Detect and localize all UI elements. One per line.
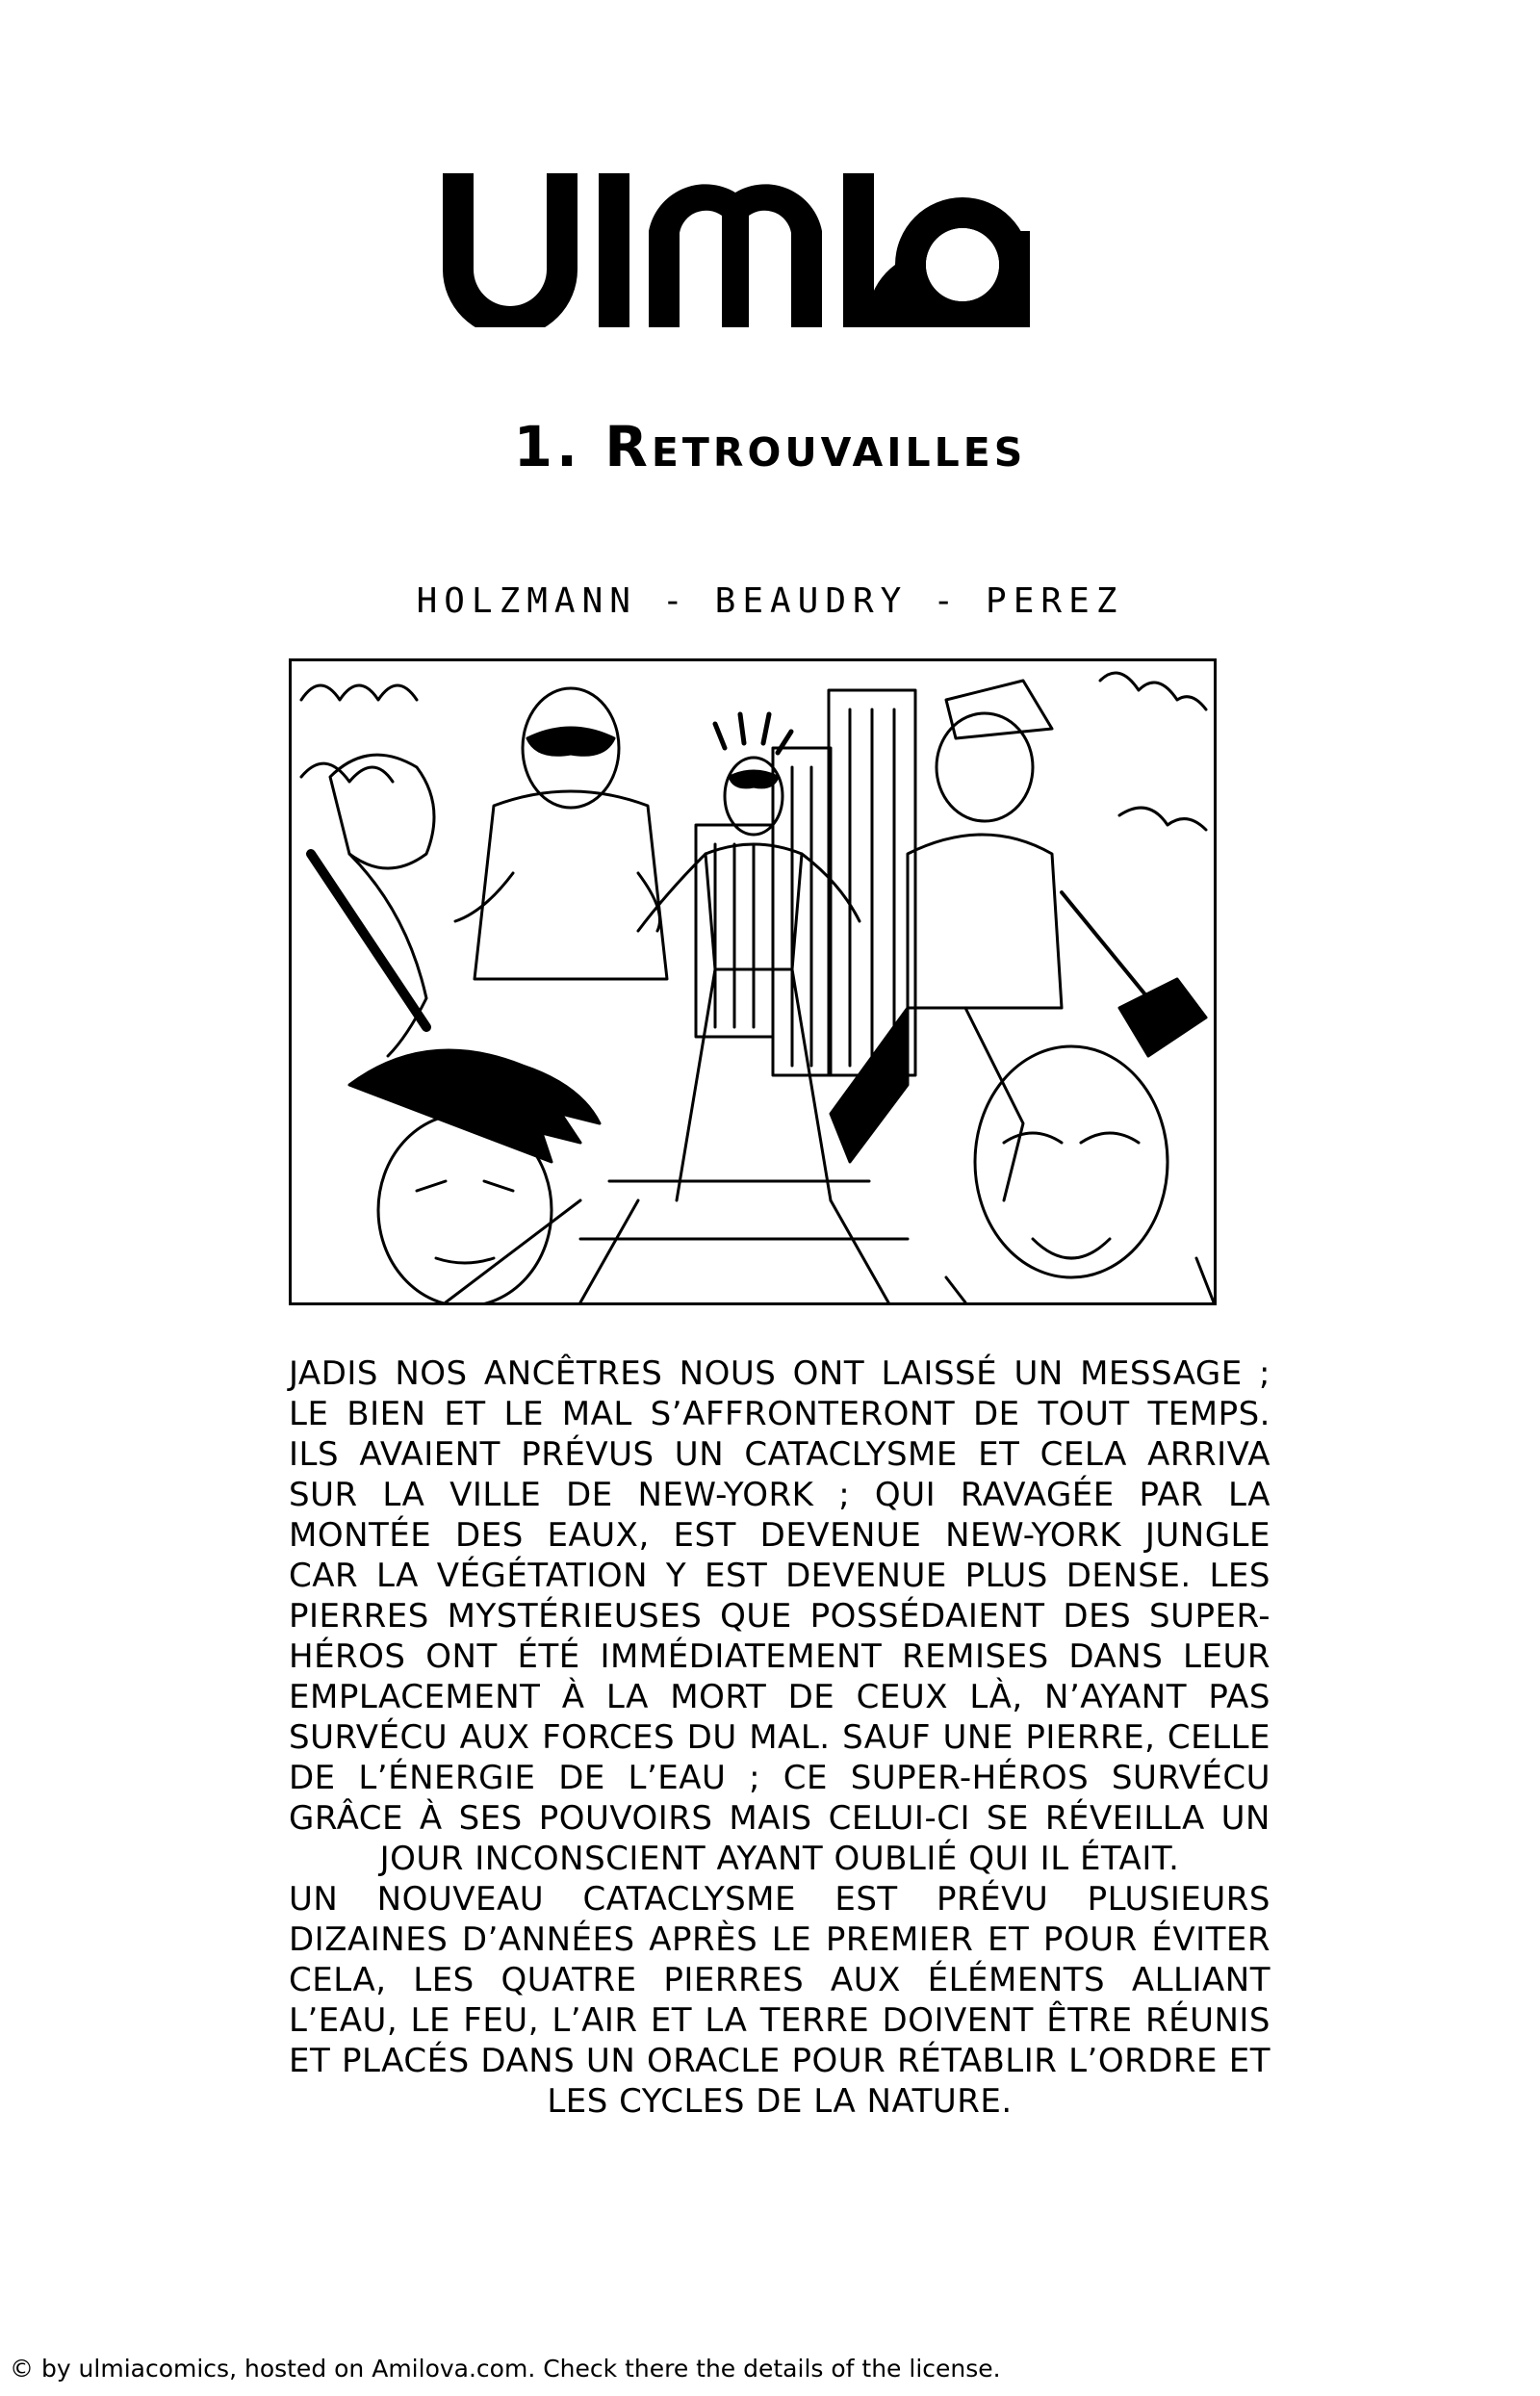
synopsis-line: HÉROS ONT ÉTÉ IMMÉDIATEMENT REMISES DANS LEUR — [289, 1637, 1270, 1676]
ulmia-logo-icon — [443, 173, 1097, 327]
comic-heroes-illustration-icon — [292, 661, 1214, 1302]
synopsis-line: SUR LA VILLE DE NEW-YORK ; QUI RAVAGÉE PAR LA — [289, 1476, 1270, 1514]
synopsis-line: MONTÉE DES EAUX, EST DEVENUE NEW-YORK JUNGLE — [289, 1516, 1270, 1555]
synopsis-line: SURVÉCU AUX FORCES DU MAL. SAUF UNE PIERRE, CELLE — [289, 1718, 1270, 1757]
synopsis-line: EMPLACEMENT À LA MORT DE CEUX LÀ, N’AYANT PAS — [289, 1678, 1270, 1716]
synopsis-line: CELA, LES QUATRE PIERRES AUX ÉLÉMENTS ALLIANT — [289, 1961, 1270, 1999]
synopsis-line: DIZAINES D’ANNÉES APRÈS LE PREMIER ET POUR ÉVITER — [289, 1920, 1270, 1959]
synopsis-line: PIERRES MYSTÉRIEUSES QUE POSSÉDAIENT DES SUPER- — [289, 1597, 1270, 1636]
synopsis-line: CAR LA VÉGÉTATION Y EST DEVENUE PLUS DENSE. LES — [289, 1557, 1270, 1595]
author-name: PEREZ — [986, 581, 1124, 621]
synopsis-line: ET PLACÉS DANS UN ORACLE POUR RÉTABLIR L’ORDRE ET — [289, 2042, 1270, 2080]
synopsis-line: UN NOUVEAU CATACLYSME EST PRÉVU PLUSIEURS — [289, 1880, 1270, 1919]
author-name: HOLZMANN — [416, 581, 637, 621]
license-footer: © by ulmiacomics, hosted on Amilova.com. Check there the details of the license. — [10, 2355, 1001, 2383]
author-credits — [0, 581, 1540, 621]
synopsis-line: L’EAU, LE FEU, L’AIR ET LA TERRE DOIVENT ÊTRE RÉUNIS — [289, 2001, 1270, 2040]
ulmia-logo — [443, 173, 1097, 327]
synopsis-line: JOUR INCONSCIENT AYANT OUBLIÉ QUI IL ÉTAIT. — [379, 1840, 1180, 1878]
cover-illustration — [289, 658, 1217, 1305]
author-separator: - — [933, 581, 962, 621]
synopsis-line: ILS AVAIENT PRÉVUS UN CATACLYSME ET CELA ARRIVA — [289, 1435, 1270, 1474]
author-separator: - — [661, 581, 690, 621]
chapter-title: 1. Retrouvailles — [513, 414, 1027, 479]
synopsis-line: DE L’ÉNERGIE DE L’EAU ; CE SUPER-HÉROS SURVÉCU — [289, 1759, 1270, 1797]
synopsis-line: GRÂCE À SES POUVOIRS MAIS CELUI-CI SE RÉVEILLA UN — [289, 1799, 1270, 1838]
synopsis-line: LE BIEN ET LE MAL S’AFFRONTERONT DE TOUT TEMPS. — [289, 1395, 1270, 1433]
synopsis-text — [289, 1353, 1270, 2122]
author-name: BEAUDRY — [714, 581, 909, 621]
synopsis-line: JADIS NOS ANCÊTRES NOUS ONT LAISSÉ UN MESSAGE ; — [289, 1354, 1270, 1393]
synopsis-line: LES CYCLES DE LA NATURE. — [547, 2082, 1013, 2121]
